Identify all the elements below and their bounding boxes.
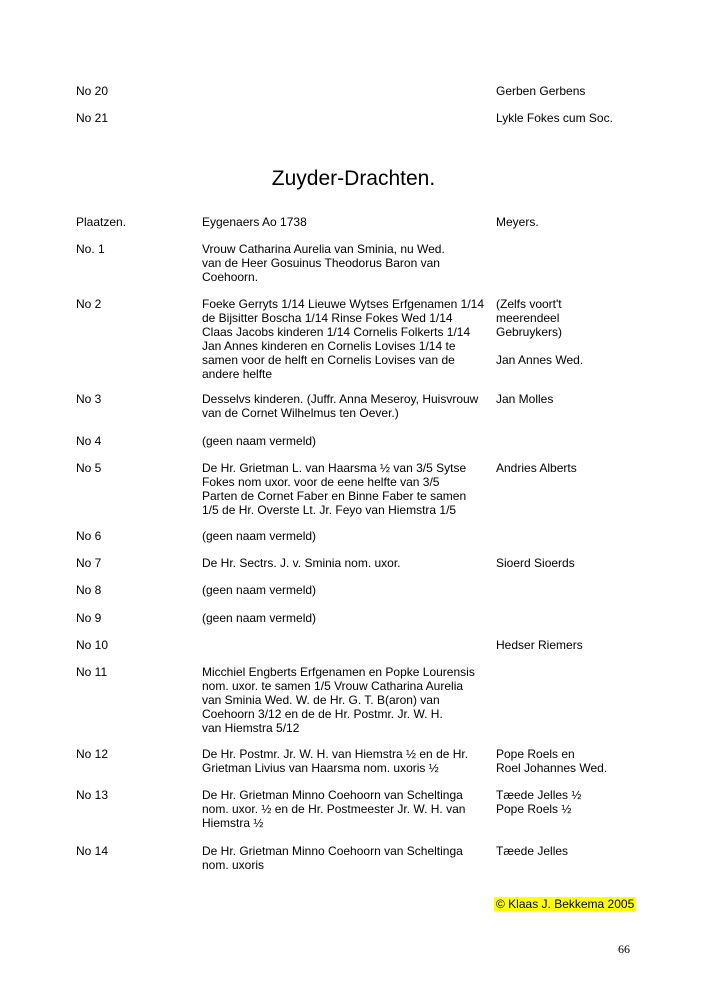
owner-line: nom. uxoris	[202, 858, 265, 872]
owners-cell	[202, 844, 488, 872]
owner-line: Coehoorn.	[202, 270, 259, 284]
meyer-line: Sioerd Sioerds	[496, 556, 575, 570]
owner-line: Vrouw Catharina Aurelia van Sminia, nu Wed.	[202, 242, 445, 256]
meyer-line: Tæede Jelles ½	[496, 788, 582, 802]
place-number: No 20	[76, 84, 109, 98]
owners-cell	[202, 556, 488, 570]
meyers-cell	[496, 297, 696, 367]
place-number: No 8	[76, 583, 102, 597]
owners-cell	[202, 529, 488, 543]
meyer-line: Gebruykers)	[496, 325, 563, 339]
owners-cell	[202, 665, 488, 735]
owners-cell	[202, 297, 488, 381]
meyers-cell	[496, 638, 696, 652]
owner-line: (geen naam vermeld)	[202, 434, 317, 448]
header-meyers: Meyers.	[496, 215, 539, 229]
header-plaatzen: Plaatzen.	[76, 215, 127, 229]
owner-line: Fokes nom uxor. voor de eene helfte van 3/5	[202, 475, 440, 489]
meyer-line: Andries Alberts	[496, 461, 577, 475]
meyer-line: Roel Johannes Wed.	[496, 761, 608, 775]
owner-line: andere helfte	[202, 367, 273, 381]
place-number: No 3	[76, 392, 102, 406]
owner-line: De Hr. Grietman L. van Haarsma ½ van 3/5 Sytse	[202, 461, 467, 475]
place-number: No 11	[76, 665, 108, 679]
meyer-name: Gerben Gerbens	[496, 84, 586, 98]
place-number: No 4	[76, 434, 102, 448]
meyer-line: meerendeel	[496, 311, 560, 325]
copyright-notice: © Klaas J. Bekkema 2005	[496, 897, 635, 911]
owners-cell	[202, 788, 488, 830]
owner-line: van Sminia Wed. W. de Hr. G. T. B(aron) van	[202, 693, 440, 707]
place-number: No 7	[76, 556, 102, 570]
owner-line: (geen naam vermeld)	[202, 529, 317, 543]
meyers-cell	[496, 747, 696, 775]
meyer-line	[496, 339, 696, 353]
owner-line: van Hiemstra 5/12	[202, 721, 300, 735]
owner-line: Micchiel Engberts Erfgenamen en Popke Lourensis	[202, 665, 475, 679]
owner-line: Jan Annes kinderen en Cornelis Lovises 1/14 te	[202, 339, 456, 353]
owners-cell	[202, 583, 488, 597]
owner-line: De Hr. Grietman Minno Coehoorn van Scheltinga	[202, 788, 463, 802]
meyer-line: Pope Roels en	[496, 747, 575, 761]
meyers-cell	[496, 392, 696, 406]
meyer-line: (Zelfs voort't	[496, 297, 562, 311]
meyers-cell	[496, 788, 696, 816]
owner-line: van de Cornet Wilhelmus ten Oever.)	[202, 406, 399, 420]
owners-cell	[202, 747, 488, 775]
meyer-line: Hedser Riemers	[496, 638, 583, 652]
meyer-line: Tæede Jelles	[496, 844, 569, 858]
owner-line: Claas Jacobs kinderen 1/14 Cornelis Folkerts 1/14	[202, 325, 471, 339]
owner-line: Foeke Gerryts 1/14 Lieuwe Wytses Erfgenamen 1/14	[202, 297, 485, 311]
owners-cell	[202, 242, 488, 284]
owner-line: Hiemstra ½	[202, 816, 264, 830]
meyers-cell	[496, 844, 696, 858]
owner-line: van de Heer Gosuinus Theodorus Baron van	[202, 256, 440, 270]
owner-line: Desselvs kinderen. (Juffr. Anna Meseroy, Huisvrouw	[202, 392, 479, 406]
owner-line: Grietman Livius van Haarsma nom. uxoris ½	[202, 761, 439, 775]
owners-cell	[202, 461, 488, 517]
owner-line: Coehoorn 3/12 en de de Hr. Postmr. Jr. W. H.	[202, 707, 443, 721]
owners-cell	[202, 434, 488, 448]
owner-line: nom. uxor. te samen 1/5 Vrouw Catharina Aurelia	[202, 679, 464, 693]
owner-line: (geen naam vermeld)	[202, 583, 317, 597]
owner-line: De Hr. Sectrs. J. v. Sminia nom. uxor.	[202, 556, 401, 570]
place-number: No 21	[76, 111, 109, 125]
meyers-cell	[496, 461, 696, 475]
header-eygenaers: Eygenaers Ao 1738	[202, 215, 307, 229]
place-number: No 9	[76, 611, 102, 625]
meyer-line: Jan Molles	[496, 392, 554, 406]
place-number: No 5	[76, 461, 102, 475]
owner-line: de Bijsitter Boscha 1/14 Rinse Fokes Wed 1/14	[202, 311, 453, 325]
place-number: No 12	[76, 747, 109, 761]
owners-cell	[202, 611, 488, 625]
meyer-line: Jan Annes Wed.	[496, 353, 584, 367]
page-number: 66	[618, 942, 630, 956]
owner-line: De Hr. Grietman Minno Coehoorn van Scheltinga	[202, 844, 463, 858]
place-number: No. 1	[76, 242, 105, 256]
place-number: No 10	[76, 638, 109, 652]
section-title: Zuyder-Drachten.	[271, 167, 436, 190]
place-number: No 13	[76, 788, 109, 802]
meyer-line: Pope Roels ½	[496, 802, 572, 816]
place-number: No 14	[76, 844, 109, 858]
owner-line: De Hr. Postmr. Jr. W. H. van Hiemstra ½ en de Hr.	[202, 747, 469, 761]
owners-cell	[202, 392, 488, 420]
meyers-cell	[496, 556, 696, 570]
meyer-name: Lykle Fokes cum Soc.	[496, 111, 613, 125]
owner-line: 1/5 de Hr. Overste Lt. Jr. Feyo van Hiemstra 1/5	[202, 503, 457, 517]
place-number: No 6	[76, 529, 102, 543]
owner-line: (geen naam vermeld)	[202, 611, 317, 625]
place-number: No 2	[76, 297, 102, 311]
owner-line: nom. uxor. ½ en de Hr. Postmeester Jr. W. H. van	[202, 802, 466, 816]
owner-line: samen voor de helft en Cornelis Lovises van de	[202, 353, 455, 367]
owner-line: Parten de Cornet Faber en Binne Faber te samen	[202, 489, 467, 503]
